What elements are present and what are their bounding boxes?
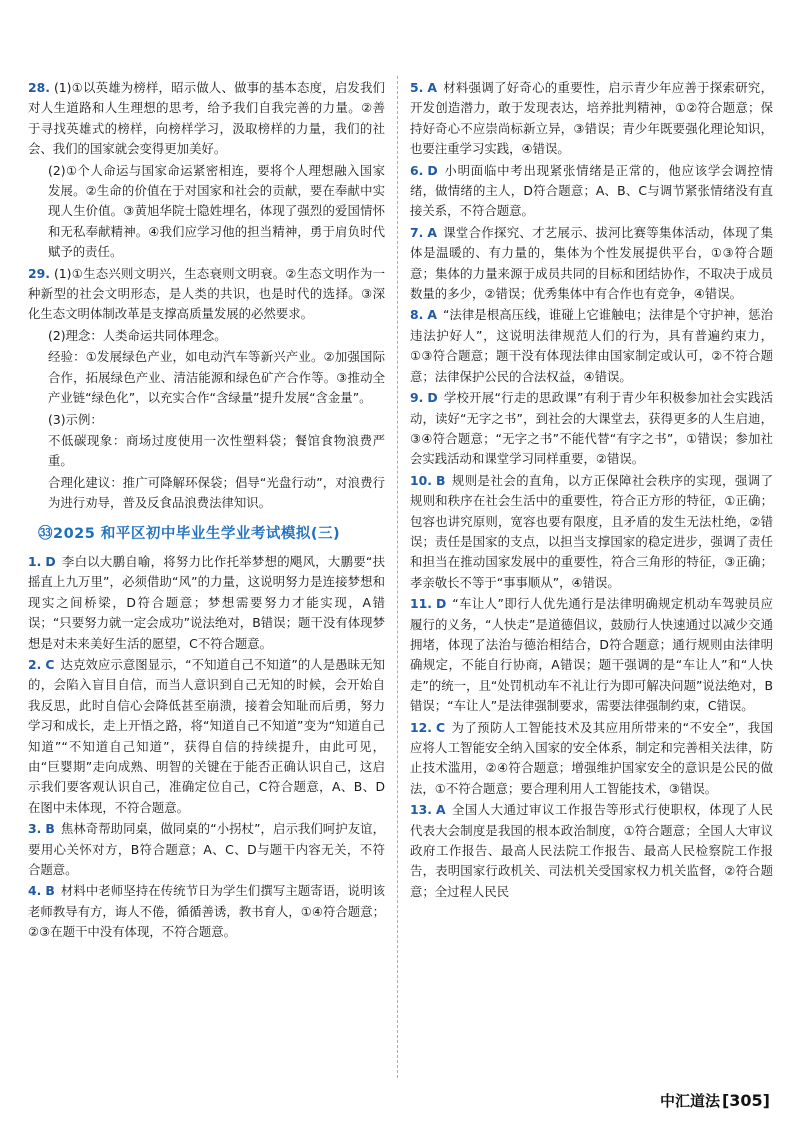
answer-text: “法律是根高压线，谁碰上它谁触电；法律是个守护神，惩治违法护好人”，这说明法律规范人们的行为，具有普遍约束力，①③符合题意；题干没有体现法律由国家制定或认可，②不符合题意；法律保护公民的合法权益，④错误。: [410, 307, 773, 384]
question-13: [410, 800, 773, 902]
answer-paragraph: 合理化建议：推广可降解环保袋；倡导“光盘行动”，对浪费行为进行劝导，普及反食品浪费法律知识。: [48, 474, 385, 511]
answer-text: “车让人”即行人优先通行是法律明确规定机动车驾驶员应履行的义务，“人快走”是道德倡议，鼓励行人快速通过以减少交通拥堵，体现了法治与德治相结合，D符合题意；通行规则由法律明确规定，不能自行协商，A错误；题干强调的是“车让人”和“人快走”的统一，且“处罚机动车不礼让行为即可解决问题”说法绝对，B错误；“车让人”是法律强制要求，需要法律强制约束，C错误。: [410, 596, 773, 714]
question-2: [28, 655, 385, 818]
answer-letter: D: [435, 596, 447, 612]
answer-letter: A: [427, 307, 437, 323]
question-number: 4.: [28, 883, 42, 899]
question-11: [410, 594, 773, 716]
answer-letter: D: [427, 390, 438, 406]
question-number: 7.: [410, 224, 424, 240]
question-number: 5.: [410, 80, 424, 95]
question-number: 10.: [410, 472, 432, 488]
answer-letter: A: [427, 224, 437, 240]
left-column: [28, 78, 385, 944]
answer-text: 规则是社会的直角，以方正保障社会秩序的实现，强调了规则和秩序在社会生活中的重要性，符合正方形的特征，①正确；包容也讲究原则，宽容也要有限度，且矛盾的发生无法杜绝，②错误；责任是国家的支点，以担当支撑国家的稳定进步，强调了责任和担当在推动国家发展中的重要性，符合三角形的特征，③正确；孝亲敬长不等于“事事顺从”，④错误。: [410, 472, 773, 590]
question-6: [410, 161, 773, 222]
answer-letter: B: [45, 883, 55, 899]
question-1: [28, 552, 385, 654]
question-8: [410, 305, 773, 387]
question-number: 3.: [28, 821, 42, 837]
question-number: 11.: [410, 596, 432, 612]
answer-text: 小明面临中考出现紧张情绪是正常的，他应该学会调控情绪，做情绪的主人，D符合题意；A、B、C与调节紧张情绪没有直接关系，不符合题意。: [410, 162, 773, 219]
footer-brand: 中汇道法: [659, 1092, 720, 1110]
answer-paragraph: 经验：①发展绿色产业，如电动汽车等新兴产业。②加强国际合作，拓展绿色产业、清洁能源和绿色矿产合作等。③推动全产业链“绿色化”，以充实合作“含绿量”提升发展“含金量”。: [48, 349, 385, 406]
answer-text: 课堂合作探究、才艺展示、拔河比赛等集体活动，体现了集体是温暖的、有力量的，集体为个性发展提供平台，①③符合题意；集体的力量来源于成员共同的目标和团结协作，不取决于成员数量的多少，②错误；优秀集体中有合作也有竞争，④错误。: [410, 224, 773, 302]
question-number: 2.: [28, 656, 42, 672]
column-divider: [397, 76, 398, 1078]
answer-letter: B: [435, 472, 446, 488]
answer-paragraph: (2)①个人命运与国家命运紧密相连，要将个人理想融入国家发展。②生命的价值在于对国家和社会的贡献，要在奉献中实现人生价值。③黄旭华院士隐姓埋名，体现了强烈的爱国情怀和无私奉献精神。④我们应学习他的担当精神，勇于肩负时代赋予的责任。: [48, 162, 385, 260]
answer-letter: A: [427, 80, 437, 95]
answer-paragraph: 不低碳现象：商场过度使用一次性塑料袋；餐馆食物浪费严重。: [48, 432, 385, 469]
answer-letter: C: [45, 656, 55, 672]
answer-text: 学校开展“行走的思政课”有利于青少年积极参加社会实践活动，读好“无字之书”，到社会的大课堂去，获得更多的人生启迪，③④符合题意；“无字之书”不能代替“有字之书”，①错误；参加社会实践活动和课堂学习同样重要，②错误。: [410, 390, 773, 467]
question-10: [410, 471, 773, 593]
question-29: [28, 264, 385, 325]
answer-text: 达克效应示意图显示，“不知道自己不知道”的人是愚昧无知的，会陷入盲目自信，而当人意识到自己无知的时候，会开始自我反思，此时自信心会降低甚至崩溃，接着会知耻而后勇，努力学习和成长，走上开悟之路，将“知道自己不知道”变为“知道自己知道”“不知道自己知道”，获得自信的持续提升，由此可见，由“巨婴期”走向成熟、明智的关键在于能否正确认识自己，这启示我们要客观认识自己，准确定位自己，C符合题意，A、B、D在图中未体现，不符合题意。: [28, 656, 385, 815]
answer-paragraph: (3)示例：: [48, 411, 103, 427]
answer-paragraph: (2)理念：人类命运共同体理念。: [48, 327, 227, 343]
page-number: [305]: [721, 1091, 770, 1110]
answer-letter: A: [435, 802, 446, 818]
question-number: 6.: [410, 162, 424, 178]
question-number: 8.: [410, 307, 424, 323]
question-number: 1.: [28, 553, 42, 569]
right-column: [410, 78, 773, 903]
question-28: [28, 78, 385, 160]
answer-text: 李白以大鹏自喻，将努力比作托举梦想的飓风，大鹏要“扶摇直上九万里”，必须借助“风”的力量，这说明努力是连接梦想和现实之间桥梁，D符合题意；梦想需要努力才能实现，A错误；“只要努力就一定会成功”说法绝对，B错误；题干没有体现梦想是对未来美好生活的愿望，C不符合题意。: [28, 553, 385, 651]
answer-letter: B: [45, 821, 55, 837]
question-number: 9.: [410, 390, 424, 406]
answer-letter: D: [45, 553, 56, 569]
page-footer: [660, 1090, 770, 1111]
answer-text: 焦林奇帮助同桌，做同桌的“小拐杖”，启示我们呵护友谊，要用心关怀对方，B符合题意；A、C、D与题干内容无关，不符合题意。: [28, 821, 385, 878]
section-title: ㉝2025 和平区初中毕业生学业考试模拟(三): [38, 525, 341, 542]
answer-text: 为了预防人工智能技术及其应用所带来的“不安全”，我国应将人工智能安全纳入国家的安全体系，制定和完善相关法律，防止技术滥用，②④符合题意；增强维护国家安全的意识是公民的做法，①不符合题意；要合理利用人工智能技术，③错误。: [410, 719, 773, 796]
answer-text: 材料强调了好奇心的重要性，启示青少年应善于探索研究，开发创造潜力，敢于发现表达，培养批判精神，①②符合题意；保持好奇心不应崇尚标新立异，③错误；青少年既要强化理论知识，也要注重学习实践，④错误。: [410, 80, 773, 157]
answer-letter: D: [427, 162, 438, 178]
question-number: 28.: [28, 80, 50, 95]
question-7: [410, 223, 773, 305]
question-number: 13.: [410, 802, 432, 818]
answer-text: 材料中老师坚持在传统节日为学生们撰写主题寄语，说明该老师教导有方，诲人不倦，循循善诱，教书育人，①④符合题意；②③在题干中没有体现，不符合题意。: [28, 883, 385, 940]
answer-letter: C: [435, 719, 446, 735]
question-4: [28, 881, 385, 942]
question-number: 12.: [410, 719, 432, 735]
answer-text: 全国人大通过审议工作报告等形式行使职权，体现了人民代表大会制度是我国的根本政治制度，①符合题意；全国人大审议政府工作报告、最高人民法院工作报告、最高人民检察院工作报告，表明国家行政机关、司法机关受国家权力机关监督，②符合题意；全过程人民民: [410, 802, 773, 899]
question-5: [410, 78, 773, 160]
question-3: [28, 819, 385, 880]
answer-text: (1)①以英雄为榜样，昭示做人、做事的基本态度，启发我们对人生道路和人生理想的思考，给予我们自我完善的力量。②善于寻找英雄式的榜样，向榜样学习，汲取榜样的力量，我们的社会、我们的国家就会变得更加美好。: [28, 80, 385, 157]
question-12: [410, 718, 773, 800]
question-number: 29.: [28, 265, 50, 281]
question-9: [410, 388, 773, 470]
answer-text: (1)①生态兴则文明兴，生态衰则文明衰。②生态文明作为一种新型的社会文明形态，是人类的共识，也是时代的选择。③深化生态文明体制改革是支撑高质量发展的必然要求。: [28, 265, 385, 322]
